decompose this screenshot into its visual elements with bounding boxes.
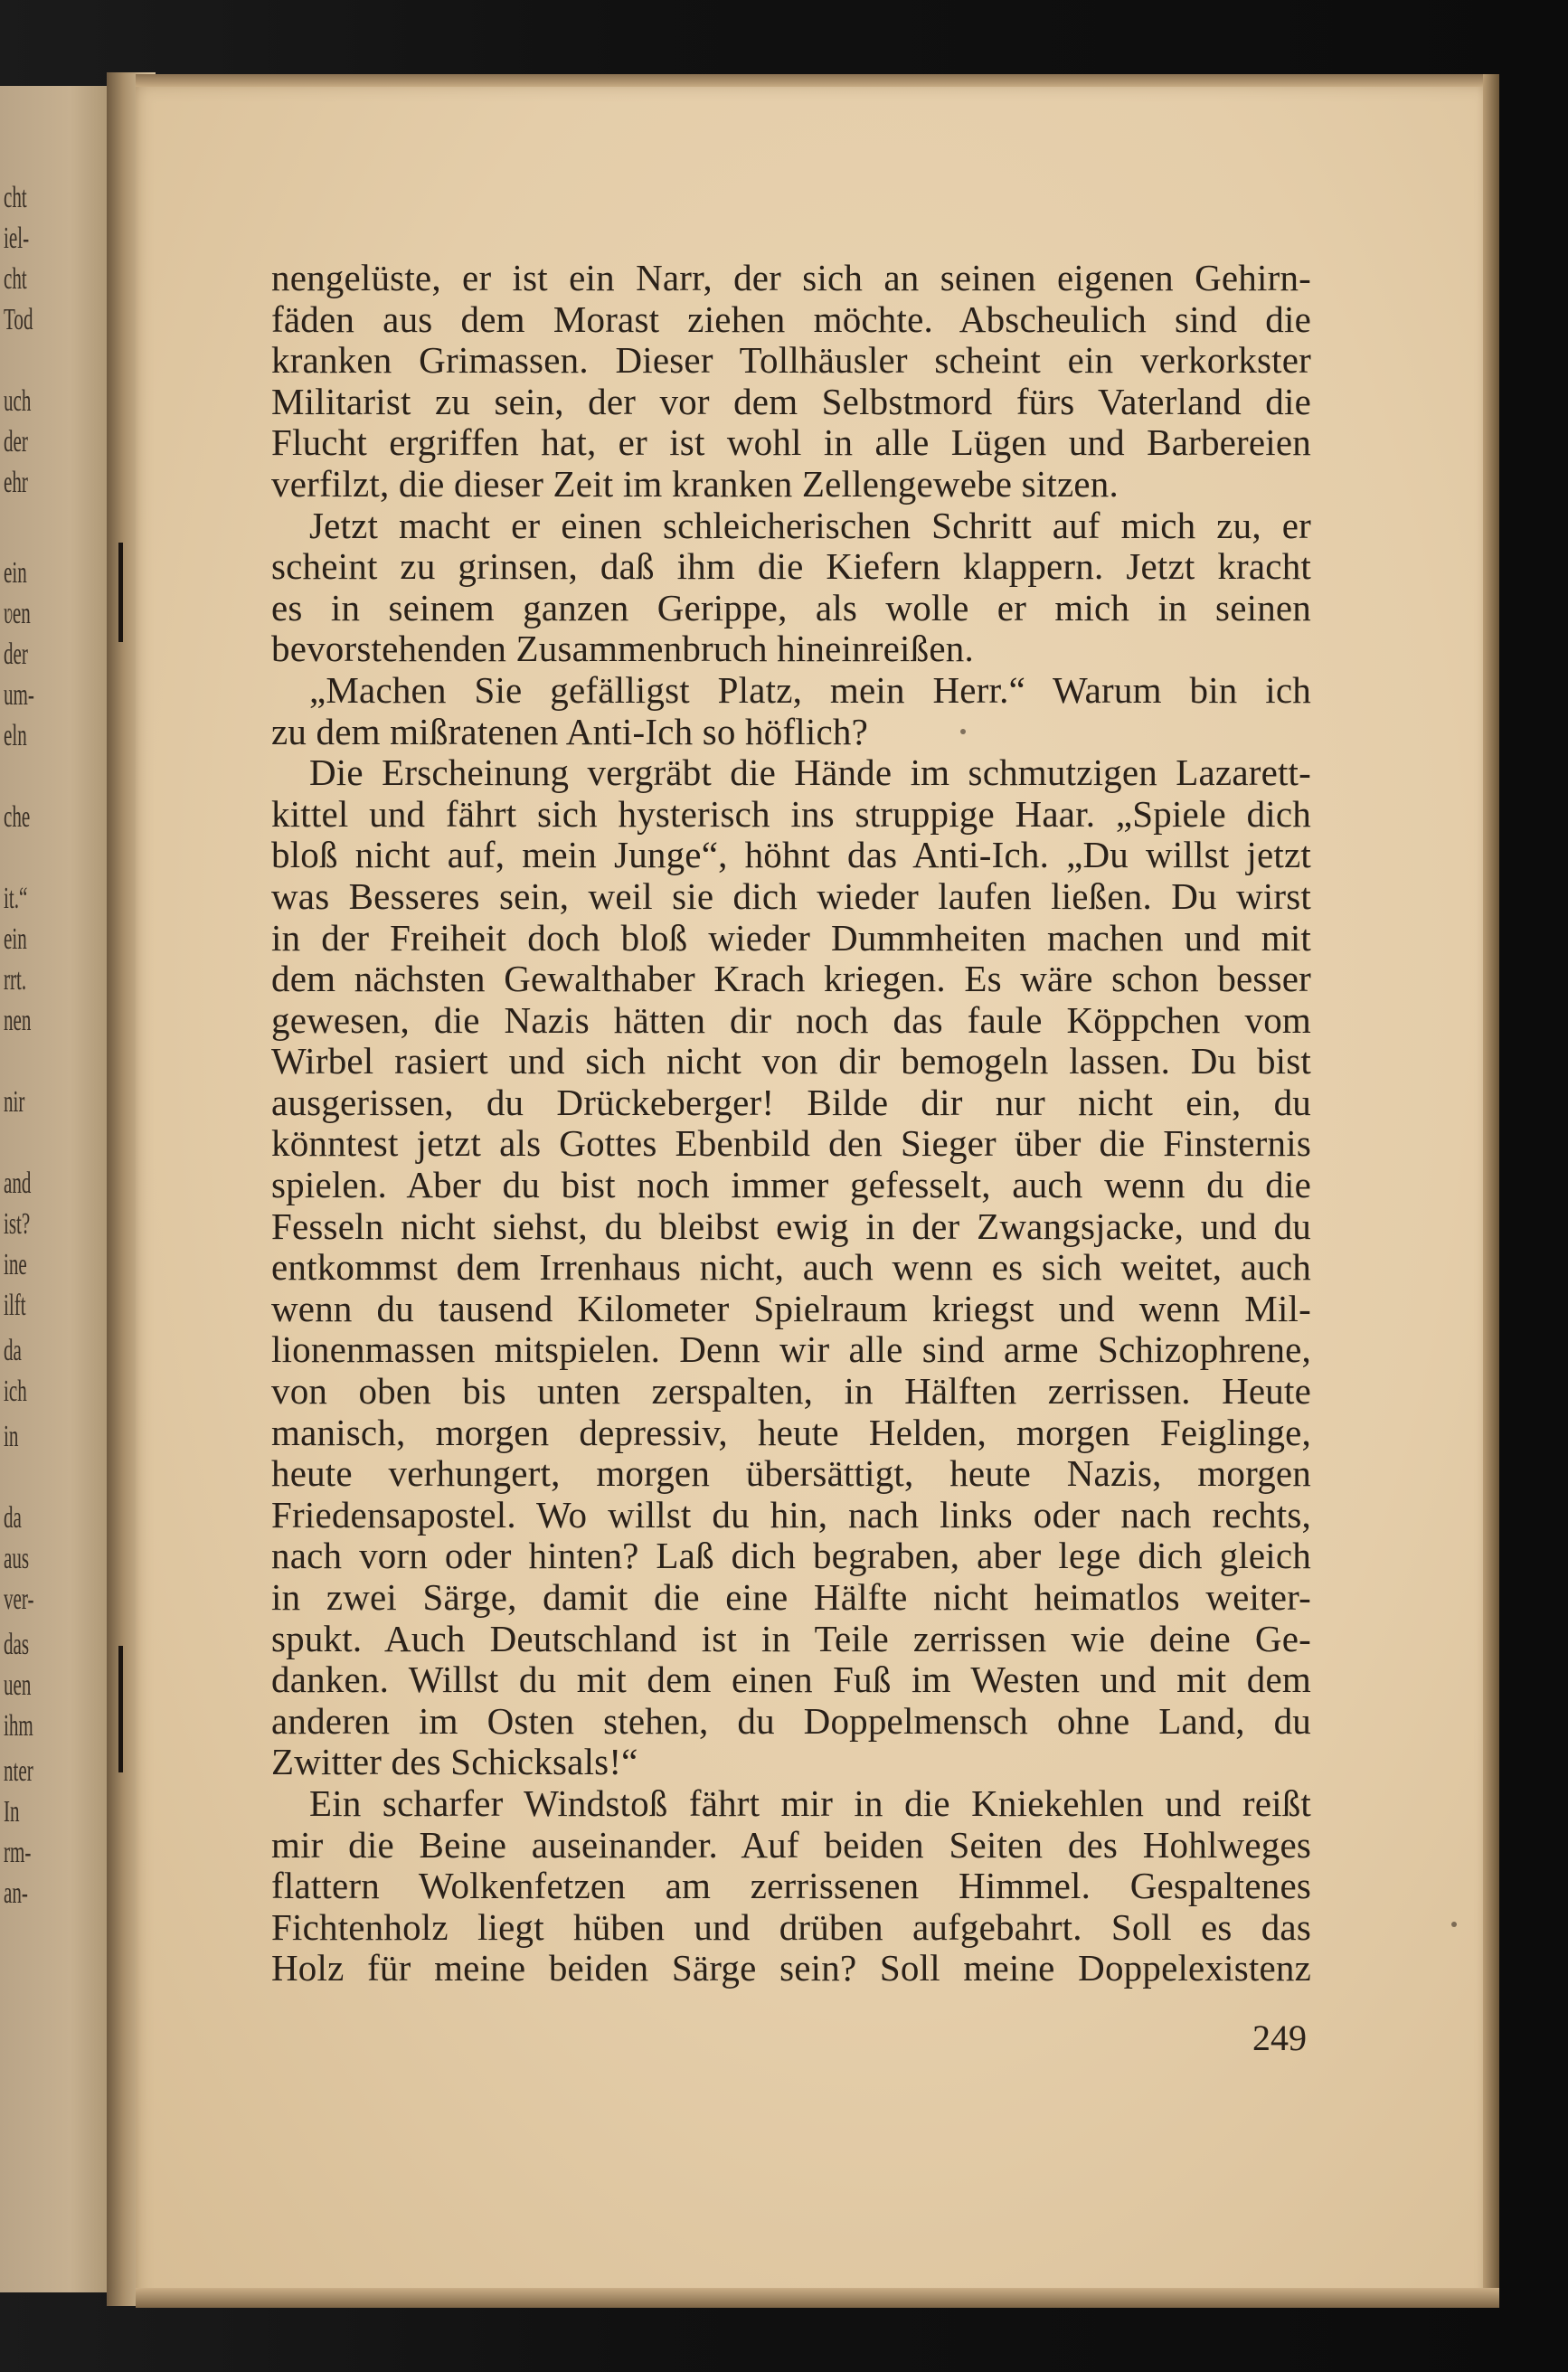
page-edge-right [1483, 74, 1499, 2308]
text-line: gewesen, die Nazis hätten dir noch das faule Köppchen vom [271, 998, 1311, 1041]
text-line: Ein scharfer Windstoß fährt mir in die Kniekehlen und reißt [309, 1781, 1311, 1824]
paper-speck [1451, 1922, 1457, 1927]
text-line: nengelüste, er ist ein Narr, der sich an seinen eigenen Gehirn- [271, 257, 1311, 298]
left-page-fragment: der [4, 425, 28, 458]
text-line: was Besseres sein, weil sie dich wieder laufen ließen. Du wirst [271, 874, 1311, 917]
left-page-fragment: um- [4, 678, 34, 712]
left-page-fragment: rm- [4, 1836, 32, 1869]
left-page-fragment: ehr [4, 466, 28, 499]
page-edge-bottom [136, 2288, 1499, 2308]
left-page-fragment: ein [4, 556, 27, 590]
left-page-fragment: da [4, 1501, 22, 1535]
left-facing-page [0, 86, 118, 2292]
text-line: anderen im Osten stehen, du Doppelmensch ohne Land, du [271, 1699, 1311, 1742]
left-page-fragment: cht [4, 262, 27, 296]
page-edge-top [136, 74, 1492, 87]
left-page-fragment: ine [4, 1248, 27, 1281]
left-page-fragment: da [4, 1334, 22, 1367]
text-line: Fichtenholz liegt hüben und drüben aufgebahrt. Soll es das [271, 1905, 1311, 1948]
left-page-fragment: nir [4, 1085, 25, 1119]
left-page-fragment: ilft [4, 1289, 26, 1322]
text-line: ausgerissen, du Drückeberger! Bilde dir nur nicht ein, du [271, 1081, 1311, 1123]
text-line: dem nächsten Gewalthaber Krach kriegen. Es wäre schon besser [271, 958, 1311, 1000]
text-line: bloß nicht auf, mein Junge“, höhnt das Anti-Ich. „Du willst jetzt [271, 834, 1311, 876]
text-line: entkommst dem Irrenhaus nicht, auch wenn es sich weitet, auch [271, 1246, 1311, 1289]
left-page-fragment: ich [4, 1375, 27, 1408]
left-page-fragment: uch [4, 384, 32, 418]
text-line: kranken Grimassen. Dieser Tollhäusler scheint ein verkorkster [271, 339, 1311, 382]
text-line: Jetzt macht er einen schleicherischen Schritt auf mich zu, er [309, 504, 1311, 546]
left-page-fragment: ein [4, 922, 27, 956]
left-page-fragment: nter [4, 1754, 33, 1788]
left-page-fragment: ihm [4, 1709, 33, 1743]
left-page-fragment: in [4, 1420, 19, 1453]
text-line: fäden aus dem Morast ziehen möchte. Abscheulich sind die [271, 298, 1311, 340]
left-page-fragment: der [4, 638, 28, 671]
left-page-fragment: it.“ [4, 882, 28, 915]
text-line: könntest jetzt als Gottes Ebenbild den Sieger über die Finsternis [271, 1122, 1311, 1165]
left-page-fragment: das [4, 1628, 30, 1661]
left-page-fragment: cht [4, 181, 27, 214]
left-page-fragment: ver- [4, 1583, 34, 1616]
left-page-fragment: nen [4, 1004, 32, 1037]
text-line: Fesseln nicht siehst, du bleibst ewig in der Zwangsjacke, und du [271, 1205, 1311, 1247]
gutter-mark [118, 543, 123, 642]
text-line: lionenmassen mitspielen. Denn wir alle sind arme Schizophrene, [271, 1328, 1311, 1371]
text-line: mir die Beine auseinander. Auf beiden Seiten des Hohlweges [271, 1823, 1311, 1866]
text-line: spukt. Auch Deutschland ist in Teile zerrissen wie deine Ge- [271, 1617, 1311, 1659]
left-page-fragment: aus [4, 1542, 30, 1575]
text-line: bevorstehenden Zusammenbruch hineinreißen. [271, 628, 974, 670]
left-page-text-fragments [0, 86, 118, 2292]
text-line: Flucht ergriffen hat, er ist wohl in alle Lügen und Barbereien [271, 421, 1311, 464]
text-line: von oben bis unten zerspalten, in Hälften zerrissen. Heute [271, 1370, 1311, 1413]
text-line: „Machen Sie gefälligst Platz, mein Herr.“ Warum bin ich [309, 668, 1311, 711]
left-page-fragment: Tod [4, 303, 33, 336]
left-page-fragment: rrt. [4, 963, 27, 997]
text-line: scheint zu grinsen, daß ihm die Kiefern klappern. Jetzt kracht [271, 545, 1311, 588]
left-page-fragment: uen [4, 1668, 32, 1702]
text-line: kittel und fährt sich hysterisch ins struppige Haar. „Spiele dich [271, 792, 1311, 835]
left-page-fragment: che [4, 800, 31, 834]
text-line: in zwei Särge, damit die eine Hälfte nicht heimatlos weiter- [271, 1576, 1311, 1618]
text-line: verfilzt, die dieser Zeit im kranken Zellengewebe sitzen. [271, 462, 1119, 505]
text-line: Holz für meine beiden Särge sein? Soll meine Doppelexistenz [271, 1947, 1311, 1989]
page-number: 249 [1252, 2018, 1307, 2058]
text-line: Friedensapostel. Wo willst du hin, nach links oder nach rechts, [271, 1493, 1311, 1536]
text-line: nach vorn oder hinten? Laß dich begraben, aber lege dich gleich [271, 1535, 1311, 1577]
paper-speck [960, 729, 966, 734]
text-line: Militarist zu sein, der vor dem Selbstmord fürs Vaterland die [271, 380, 1311, 422]
text-line: Zwitter des Schicksals!“ [271, 1741, 638, 1783]
left-page-fragment: and [4, 1167, 32, 1200]
text-line: Wirbel rasiert und sich nicht von dir bemogeln lassen. Du bist [271, 1040, 1311, 1082]
left-page-fragment: an- [4, 1876, 28, 1910]
text-line: danken. Willst du mit dem einen Fuß im Westen und mit dem [271, 1659, 1311, 1701]
left-page-fragment: ʋen [4, 597, 31, 630]
left-page-fragment: ist? [4, 1207, 31, 1241]
text-line: manisch, morgen depressiv, heute Helden, morgen Feiglinge, [271, 1411, 1311, 1453]
text-line: zu dem mißratenen Anti-Ich so höflich? [271, 710, 868, 752]
text-line: es in seinem ganzen Gerippe, als wolle er mich in seinen [271, 586, 1311, 628]
left-page-fragment: eln [4, 719, 27, 752]
body-text [271, 258, 1311, 1989]
gutter-mark [118, 1646, 123, 1772]
text-line: heute verhungert, morgen übersättigt, heute Nazis, morgen [271, 1452, 1311, 1495]
text-line: wenn du tausend Kilometer Spielraum kriegst und wenn Mil- [271, 1287, 1311, 1329]
left-page-fragment: iel- [4, 222, 30, 255]
text-line: in der Freiheit doch bloß wieder Dummheiten machen und mit [271, 916, 1311, 959]
text-line: spielen. Aber du bist noch immer gefesselt, auch wenn du die [271, 1164, 1311, 1206]
left-page-fragment: In [4, 1795, 20, 1829]
text-line: Die Erscheinung vergräbt die Hände im schmutzigen Lazarett- [309, 751, 1311, 794]
text-line: flattern Wolkenfetzen am zerrissenen Himmel. Gespaltenes [271, 1865, 1311, 1907]
